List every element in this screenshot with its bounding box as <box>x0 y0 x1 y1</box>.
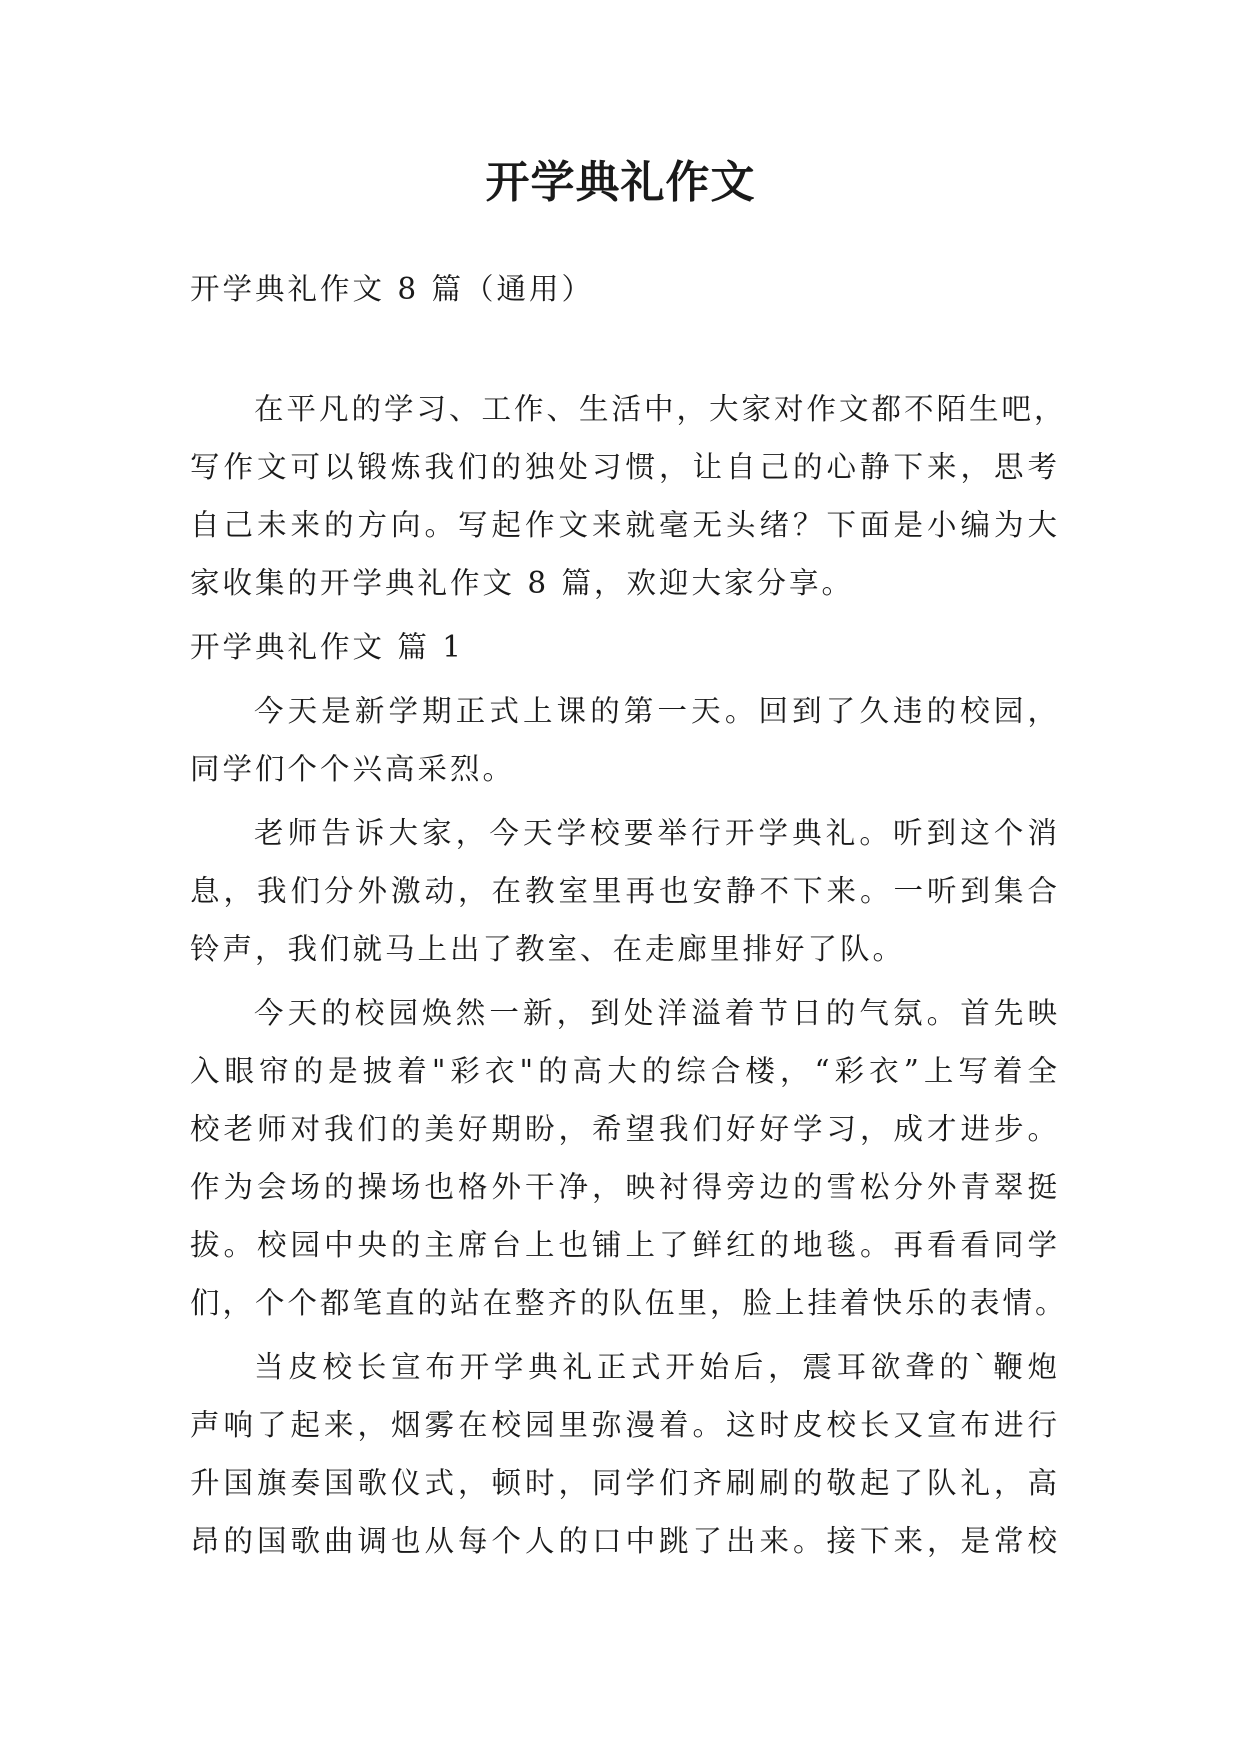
paragraph-line: 今天的校园焕然一新，到处洋溢着节日的气氛。首先映 <box>254 996 1060 1030</box>
body-paragraph-2 <box>190 804 1060 978</box>
paragraph-line: 昂的国歌曲调也从每个人的口中跳了出来。接下来，是常校 <box>190 1524 1060 1558</box>
body-paragraph-3 <box>190 984 1068 1332</box>
body-paragraph-1 <box>190 682 1060 798</box>
intro-line: 自己未来的方向。写起作文来就毫无头绪？下面是小编为大 <box>190 508 1060 542</box>
paragraph-line: 同学们个个兴高采烈。 <box>190 752 516 786</box>
section-heading: 开学典礼作文 篇 1 <box>190 630 465 664</box>
body-paragraph-4 <box>190 1338 1060 1570</box>
paragraph-line: 当皮校长宣布开学典礼正式开始后，震耳欲聋的`鞭炮 <box>254 1350 1060 1384</box>
intro-line: 在平凡的学习、工作、生活中，大家对作文都不陌生吧， <box>254 392 1067 426</box>
intro-paragraph <box>190 380 1067 612</box>
document-body <box>190 258 1068 1576</box>
intro-line: 家收集的开学典礼作文 8 篇，欢迎大家分享。 <box>190 566 855 600</box>
paragraph-line: 息，我们分外激动，在教室里再也安静不下来。一听到集合 <box>190 874 1060 908</box>
paragraph-line: 校老师对我们的美好期盼，希望我们好好学习，成才进步。 <box>190 1112 1060 1146</box>
paragraph-line: 铃声，我们就马上出了教室、在走廊里排好了队。 <box>190 932 906 966</box>
paragraph-line: 作为会场的操场也格外干净，映衬得旁边的雪松分外青翠挺 <box>190 1170 1060 1204</box>
document-subtitle: 开学典礼作文 8 篇（通用） <box>190 272 595 306</box>
paragraph-line: 入眼帘的是披着"彩衣"的高大的综合楼，“彩衣”上写着全 <box>190 1054 1060 1088</box>
paragraph-line: 声响了起来，烟雾在校园里弥漫着。这时皮校长又宣布进行 <box>190 1408 1060 1442</box>
paragraph-line: 升国旗奏国歌仪式，顿时，同学们齐刷刷的敬起了队礼，高 <box>190 1466 1060 1500</box>
document-title: 开学典礼作文 <box>485 157 756 208</box>
paragraph-line: 们，个个都笔直的站在整齐的队伍里，脸上挂着快乐的表情。 <box>190 1286 1068 1320</box>
intro-line: 写作文可以锻炼我们的独处习惯，让自己的心静下来，思考 <box>190 450 1060 484</box>
paragraph-line: 今天是新学期正式上课的第一天。回到了久违的校园， <box>254 694 1060 728</box>
paragraph-line: 拔。校园中央的主席台上也铺上了鲜红的地毯。再看看同学 <box>190 1228 1060 1262</box>
paragraph-line: 老师告诉大家，今天学校要举行开学典礼。听到这个消 <box>254 816 1060 850</box>
